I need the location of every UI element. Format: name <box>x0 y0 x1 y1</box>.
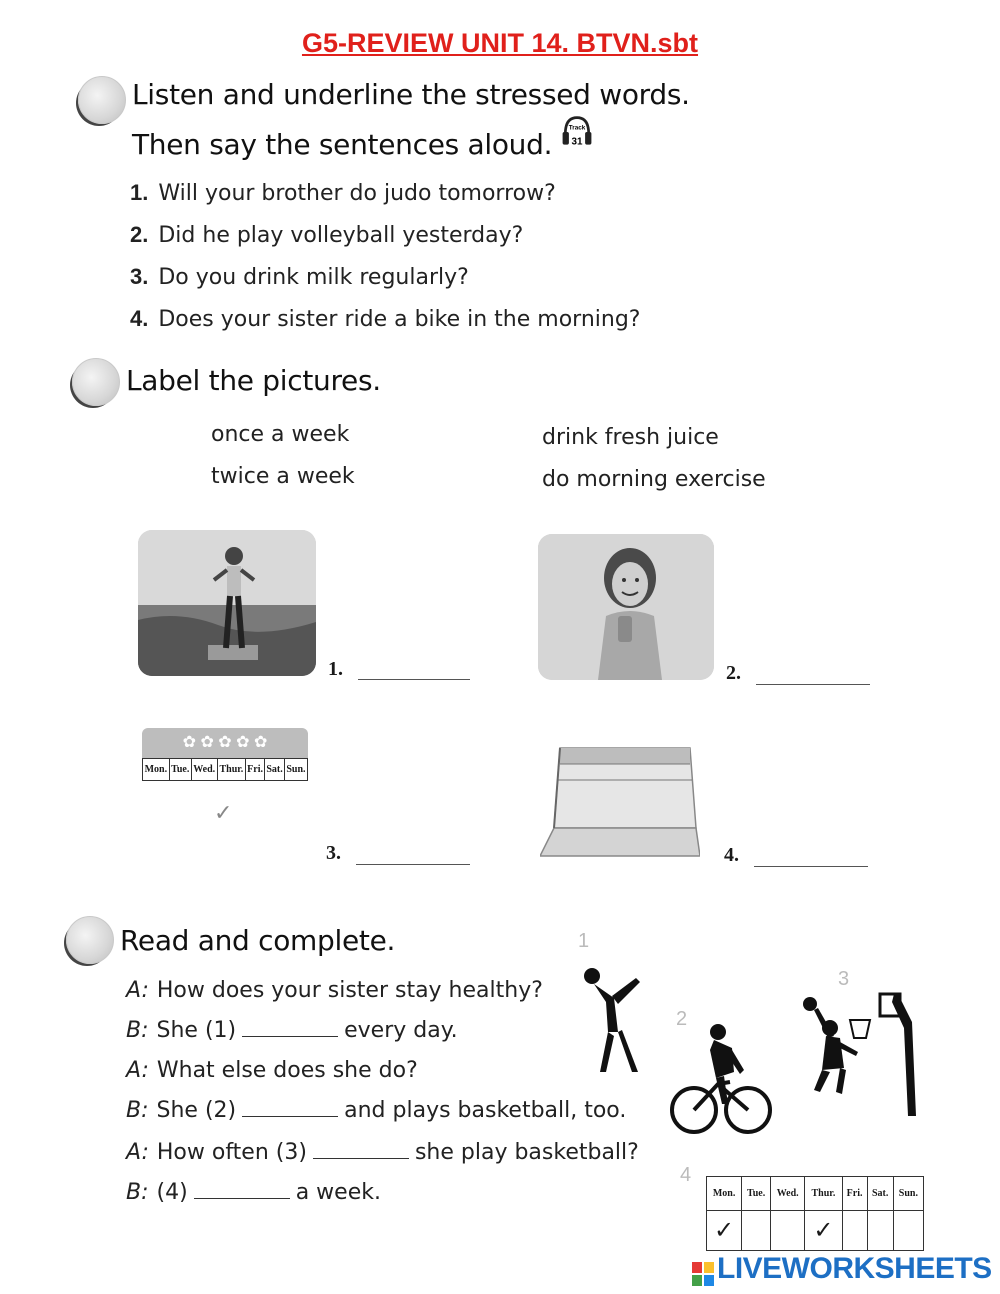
dialogue-line: B: She (2) and plays basketball, too. <box>126 1098 627 1123</box>
blank-input-3[interactable] <box>313 1140 409 1159</box>
answer-number: 2. <box>726 662 741 684</box>
word-bank-item: twice a week <box>211 464 355 489</box>
day-label: Sat. <box>867 1177 893 1211</box>
track-number: 31 <box>571 136 583 148</box>
list-item: 1. Will your brother do judo tomorrow? <box>130 180 556 206</box>
day-label: Fri. <box>842 1177 867 1211</box>
blank-input-1[interactable] <box>242 1018 338 1037</box>
list-item: 3. Do you drink milk regularly? <box>130 264 469 290</box>
picture-juice <box>538 534 714 680</box>
word-bank-item: do morning exercise <box>542 467 766 492</box>
dialogue-line: A: How does your sister stay healthy? <box>126 978 543 1003</box>
check-mark: ✓ <box>707 1211 742 1251</box>
dialogue-line: B: She (1) every day. <box>126 1018 458 1043</box>
day-label: Wed. <box>191 759 217 781</box>
day-label: Sun. <box>284 759 307 781</box>
day-label: Tue. <box>742 1177 771 1211</box>
picture-exercise <box>138 530 316 676</box>
exercise-2-heading: Label the pictures. <box>126 364 381 397</box>
track-label: Track <box>568 124 586 132</box>
exercise-1-heading-line2: Then say the sentences aloud. <box>132 128 553 161</box>
day-label: Thur. <box>217 759 245 781</box>
exercise-2-badge <box>72 358 120 406</box>
weekly-schedule-table <box>706 1176 924 1251</box>
day-label: Tue. <box>169 759 191 781</box>
day-label: Sat. <box>265 759 285 781</box>
answer-number: 4. <box>724 844 739 866</box>
basketball-silhouette-icon <box>800 992 928 1118</box>
check-mark: ✓ <box>214 800 233 825</box>
dialogue-line: A: How often (3) she play basketball? <box>126 1140 639 1165</box>
headphones-icon <box>560 114 594 150</box>
answer-number: 1. <box>328 658 343 680</box>
dialogue-line: A: What else does she do? <box>126 1058 418 1083</box>
exercise-1-heading: Listen and underline the stressed words. <box>132 78 690 111</box>
answer-input-3[interactable] <box>356 864 470 865</box>
day-label: Wed. <box>771 1177 805 1211</box>
stretching-silhouette-icon <box>578 962 644 1074</box>
cycling-silhouette-icon <box>670 1020 772 1140</box>
picture-label: 2 <box>676 1008 688 1030</box>
exercise-3-heading: Read and complete. <box>120 924 396 957</box>
liveworksheets-logo[interactable] <box>692 1252 992 1286</box>
blank-input-2[interactable] <box>242 1098 338 1117</box>
picture-label: 1 <box>578 930 590 952</box>
track-badge[interactable] <box>560 114 594 155</box>
flower-icon: ✿ ✿ ✿ ✿ ✿ <box>142 728 308 758</box>
day-label: Sun. <box>893 1177 923 1211</box>
picture-calendar-standing <box>540 738 700 858</box>
list-item: 2. Did he play volleyball yesterday? <box>130 222 524 248</box>
exercise-1-badge <box>78 76 126 124</box>
dialogue-line: B: (4) a week. <box>126 1180 381 1205</box>
liveworksheets-logo-icon <box>692 1262 714 1286</box>
picture-label: 4 <box>680 1164 692 1186</box>
day-label: Mon. <box>707 1177 742 1211</box>
word-bank-item: drink fresh juice <box>542 425 719 450</box>
day-label: Mon. <box>143 759 170 781</box>
answer-number: 3. <box>326 842 341 864</box>
word-bank-item: once a week <box>211 422 350 447</box>
picture-calendar-flat <box>142 728 308 828</box>
answer-input-4[interactable] <box>754 866 868 867</box>
day-label: Fri. <box>246 759 265 781</box>
exercise-3-badge <box>66 916 114 964</box>
list-item: 4. Does your sister ride a bike in the morning? <box>130 306 641 332</box>
blank-input-4[interactable] <box>194 1180 290 1199</box>
logo-text: LIVEWORKSHEETS <box>717 1252 992 1285</box>
answer-input-2[interactable] <box>756 684 870 685</box>
page-title: G5-REVIEW UNIT 14. BTVN.sbt <box>301 28 699 58</box>
check-mark: ✓ <box>805 1211 842 1251</box>
day-label: Thur. <box>805 1177 842 1211</box>
answer-input-1[interactable] <box>358 679 470 680</box>
picture-label: 3 <box>838 968 850 990</box>
